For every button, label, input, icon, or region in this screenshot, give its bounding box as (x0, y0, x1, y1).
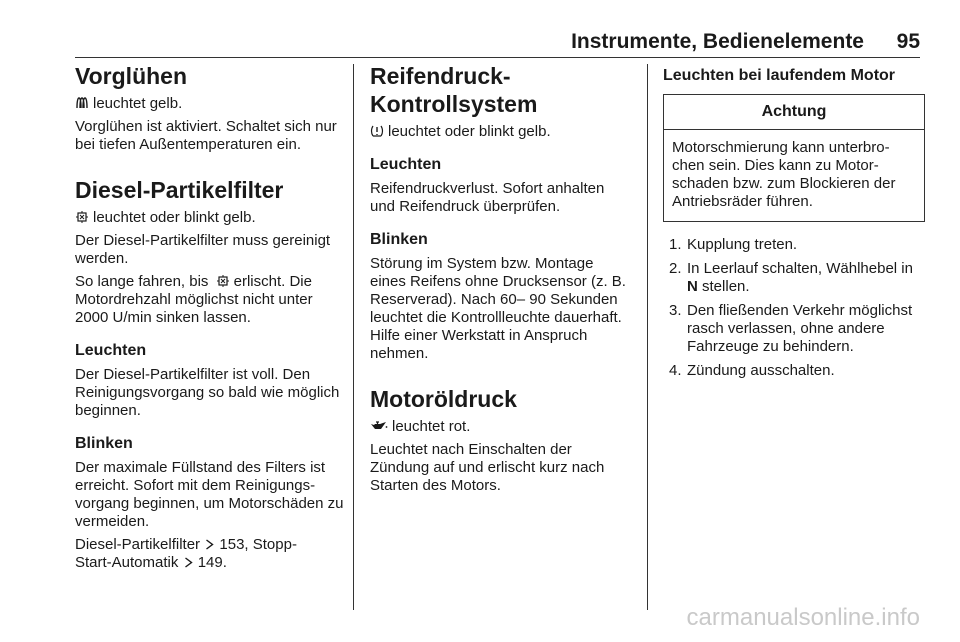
oel-status-text: leuchtet rot. (392, 418, 471, 435)
page-reference-arrow-icon[interactable] (184, 557, 193, 568)
heading-oeldruck: Motoröldruck (370, 386, 517, 412)
page-number: 95 (896, 30, 920, 53)
ref-startstop-label: Start-Automatik (75, 554, 179, 571)
heading-tpms-blinken: Blinken (370, 231, 428, 248)
heading-tpms-leuchten: Leuchten (370, 156, 442, 173)
dpf-leuchten-text: Der Diesel-Partikelfilter ist voll. Den Reinigungsvorgang so bald wie möglich beginnen. (75, 366, 340, 419)
dpf-p2-post: erlischt. Die Motordrehzahl möglichst nicht unter 2000 U/min sinken lassen. (75, 273, 313, 326)
oel-text: Leuchtet nach Einschalten der Zündung auf und erlischt kurz nach Starten des Motors. (370, 441, 605, 494)
dpf-p1: Der Diesel-Partikelfilter muss gereinigt werden. (75, 232, 331, 267)
dpf-p2-pre: So lange fahren, bis (75, 273, 209, 290)
page-header (0, 0, 960, 58)
ref-dpf-page[interactable]: 153, Stopp- (219, 536, 297, 553)
tpms-status-text: leuchtet oder blinkt gelb. (388, 123, 551, 140)
page-reference-arrow-icon[interactable] (205, 539, 214, 550)
column-1 (75, 62, 345, 572)
column-divider-2 (647, 64, 648, 610)
tpms-blinken-text: Störung im System bzw. Montage eines Reifens ohne Drucksensor (z. B. Reserverad). Nach 60– 90 Sekunden leuchtet die Kontrollleuchte dauerhaft. Hilfe einer Werkstatt in Anspruch nehmen. (370, 255, 626, 362)
column-3 (663, 62, 925, 386)
vorgluehen-status (75, 95, 345, 113)
watermark: carmanualsonline.info (686, 604, 920, 631)
column-divider-1 (353, 64, 354, 610)
caution-box (663, 94, 925, 222)
list-item: 2. In Leerlauf schalten, Wählhebel in N stellen. (669, 260, 913, 295)
tire-pressure-icon (370, 124, 384, 138)
vorgluehen-status-text: leuchtet gelb. (93, 95, 183, 112)
caution-body: Motorschmierung kann unterbrochen sein. Dies kann zu Motorschaden bzw. zum Blockieren der Antriebsräder führen. (672, 139, 896, 210)
heading-tpms: Reifendruck-Kontrollsystem (370, 63, 538, 117)
list-item: 1. Kupplung treten. (669, 236, 798, 253)
heading-dpf-leuchten: Leuchten (75, 342, 147, 359)
particle-filter-icon (216, 274, 230, 288)
dpf-p2 (75, 273, 345, 327)
steps-list (663, 236, 925, 380)
dpf-status-text: leuchtet oder blinkt gelb. (93, 209, 256, 226)
header-rule (75, 57, 920, 58)
tpms-status (370, 123, 632, 141)
heading-vorgluehen: Vorglühen (75, 63, 188, 89)
oel-status (370, 418, 632, 436)
heading-running-engine: Leuchten bei laufendem Motor (663, 67, 896, 84)
heading-dpf: Diesel-Partikelfilter (75, 177, 284, 203)
oil-can-icon (370, 419, 388, 433)
tpms-leuchten-text: Reifendruckverlust. Sofort anhalten und Reifendruck überprüfen. (370, 180, 605, 215)
heading-dpf-blinken: Blinken (75, 435, 133, 452)
dpf-blinken-text: Der maximale Füllstand des Filters ist erreicht. Sofort mit dem Reinigungsvorgang beginnen, um Motorschäden zu vermeiden. (75, 459, 344, 530)
vorgluehen-text: Vorglühen ist aktiviert. Schaltet sich nur bei tiefen Außentemperaturen ein. (75, 118, 337, 153)
section-title: Instrumente, Bedienelemente (571, 30, 864, 53)
list-item: 4. Zündung ausschalten. (669, 362, 835, 379)
ref-dpf-label: Diesel-Partikelfilter (75, 536, 201, 553)
dpf-status (75, 209, 345, 227)
glow-plug-icon (75, 96, 89, 110)
list-item: 3. Den fließenden Verkehr möglichst rasch verlassen, ohne andere Fahrzeuge zu behindern. (669, 302, 913, 355)
column-2 (370, 62, 632, 495)
caution-title: Achtung (664, 95, 924, 130)
particle-filter-icon (75, 210, 89, 224)
ref-startstop-page[interactable]: 149. (197, 554, 227, 571)
dpf-references (75, 536, 345, 572)
